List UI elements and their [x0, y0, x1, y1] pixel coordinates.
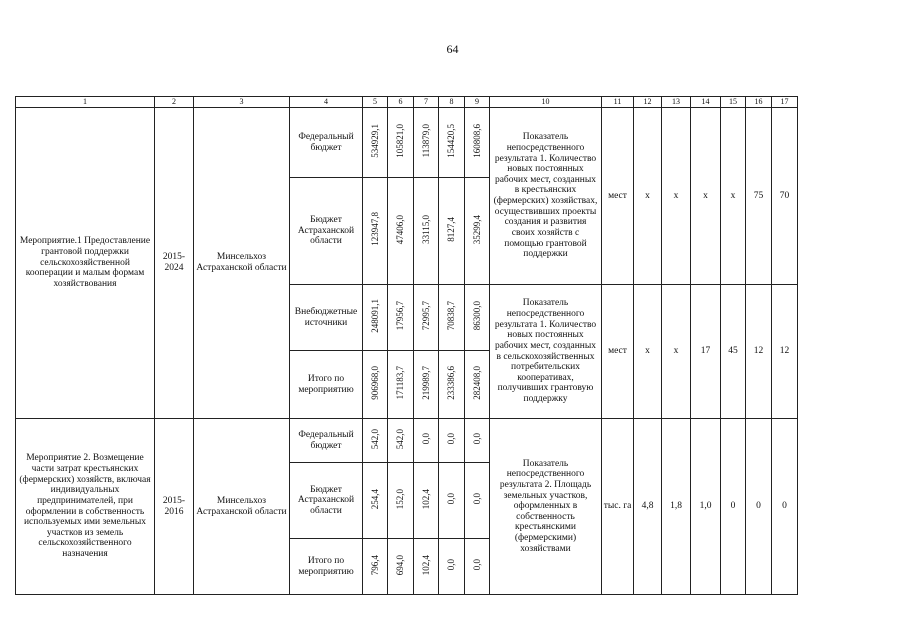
- funding-value-text: 105821,0: [395, 123, 405, 158]
- funding-value: [465, 419, 490, 463]
- funding-value: [465, 285, 490, 351]
- indicator-value: 75: [746, 108, 772, 285]
- funding-value: [388, 463, 414, 539]
- funding-value: [439, 285, 465, 351]
- funding-value-text: 8127,4: [446, 216, 456, 242]
- funding-value-text: 86300,0: [471, 301, 482, 331]
- funding-value-text: 534929,1: [369, 123, 380, 158]
- header-cell-5: 5: [363, 97, 388, 108]
- header-cell-4: 4: [290, 97, 363, 108]
- funding-value-text: 248091,1: [369, 298, 380, 333]
- funding-value: [465, 178, 490, 285]
- measure-name: Мероприятие.1 Предоставление грантовой поддержки сельскохозяйственной кооперации и малым формам хозяйствования: [16, 108, 155, 419]
- funding-value: [388, 351, 414, 419]
- funding-value: [363, 351, 388, 419]
- table-row: [16, 108, 798, 178]
- measure-period: 2015- 2016: [155, 419, 194, 595]
- funding-value: [363, 285, 388, 351]
- funding-value: [465, 539, 490, 595]
- funding-value: [414, 351, 439, 419]
- funding-source: Внебюджетные источники: [290, 285, 363, 351]
- funding-value: [363, 539, 388, 595]
- funding-value-text: 542,0: [369, 428, 380, 449]
- funding-value-text: 102,4: [420, 488, 431, 509]
- funding-value-text: 171183,7: [395, 365, 405, 400]
- funding-value-text: 694,0: [395, 554, 405, 575]
- funding-value-text: 0,0: [471, 433, 482, 445]
- funding-value-text: 152,0: [395, 488, 405, 509]
- indicator-text: Показатель непосредственного результата 2. Площадь земельных участков, оформленных в собственность крестьянскими (фермерскими) хозяйствами: [490, 419, 602, 595]
- funding-value: [363, 463, 388, 539]
- funding-value-text: 102,4: [420, 554, 431, 575]
- funding-value: [414, 419, 439, 463]
- indicator-value: 1,8: [662, 419, 691, 595]
- funding-value-text: 0,0: [420, 433, 431, 445]
- funding-value-text: 33115,0: [420, 214, 431, 244]
- funding-value: [414, 463, 439, 539]
- funding-value: [439, 463, 465, 539]
- indicator-unit: мест: [602, 108, 634, 285]
- funding-value-text: 113879,0: [420, 123, 431, 158]
- funding-value-text: 123947,8: [369, 212, 380, 247]
- header-cell-11: 11: [602, 97, 634, 108]
- indicator-value: 17: [691, 285, 721, 419]
- funding-value-text: 254,4: [369, 488, 380, 509]
- funding-value: [388, 419, 414, 463]
- indicator-value: 0: [772, 419, 798, 595]
- indicator-value: 45: [721, 285, 746, 419]
- indicator-unit: мест: [602, 285, 634, 419]
- funding-value-text: 17956,7: [395, 301, 405, 331]
- funding-value-text: 796,4: [369, 554, 380, 575]
- funding-value: [414, 178, 439, 285]
- funding-value-text: 0,0: [471, 559, 482, 571]
- header-cell-3: 3: [194, 97, 290, 108]
- header-cell-17: 17: [772, 97, 798, 108]
- table-row: [16, 97, 798, 108]
- funding-value-text: 542,0: [395, 428, 405, 449]
- funding-source: Итого по мероприятию: [290, 539, 363, 595]
- page-number: 64: [446, 42, 459, 56]
- funding-value: [414, 108, 439, 178]
- measure-name: Мероприятие 2. Возмещение части затрат крестьянских (фермерских) хозяйств, включая индивидуальных предпринимателей, при оформлении в собственность используемых ими земельных участков из земель сельскохозяйственного назначения: [16, 419, 155, 595]
- funding-value: [363, 108, 388, 178]
- funding-source: Федеральный бюджет: [290, 419, 363, 463]
- funding-value-text: 0,0: [471, 493, 482, 505]
- header-cell-1: 1: [16, 97, 155, 108]
- indicator-text: Показатель непосредственного результата 1. Количество новых постоянных рабочих мест, созданных в сельскохозяйственных потребительских кооперативах, получивших грантовую поддержку: [490, 285, 602, 419]
- header-cell-16: 16: [746, 97, 772, 108]
- indicator-value: 0: [721, 419, 746, 595]
- indicator-value: 1,0: [691, 419, 721, 595]
- funding-value: [439, 351, 465, 419]
- indicator-value: 12: [746, 285, 772, 419]
- measure-executor: Минсельхоз Астраханской области: [194, 108, 290, 419]
- header-cell-12: 12: [634, 97, 662, 108]
- funding-value: [414, 539, 439, 595]
- indicator-value: х: [634, 285, 662, 419]
- header-cell-6: 6: [388, 97, 414, 108]
- funding-value-text: 154420,5: [446, 123, 456, 158]
- indicator-text: Показатель непосредственного результата 1. Количество новых постоянных рабочих мест, созданных в крестьянских (фермерских) хозяйствах, осуществивших проекты создания и развития своих хозяйств с помощью грантовой поддержки: [490, 108, 602, 285]
- funding-value: [414, 285, 439, 351]
- funding-value-text: 906968,0: [369, 365, 380, 400]
- indicator-value: 4,8: [634, 419, 662, 595]
- funding-value: [388, 108, 414, 178]
- funding-value: [363, 178, 388, 285]
- funding-value: [388, 285, 414, 351]
- header-cell-10: 10: [490, 97, 602, 108]
- header-cell-13: 13: [662, 97, 691, 108]
- funding-value-text: 282408,0: [471, 365, 482, 400]
- funding-value-text: 72995,7: [420, 301, 431, 331]
- funding-value: [439, 178, 465, 285]
- indicator-value: х: [662, 108, 691, 285]
- funding-value-text: 47406,0: [395, 214, 405, 244]
- measure-period: 2015- 2024: [155, 108, 194, 419]
- indicator-value: х: [691, 108, 721, 285]
- funding-source: Бюджет Астраханской области: [290, 178, 363, 285]
- funding-value: [388, 539, 414, 595]
- table-row: [16, 419, 798, 463]
- program-table: [15, 96, 798, 595]
- indicator-value: 12: [772, 285, 798, 419]
- funding-value: [388, 178, 414, 285]
- funding-source: Итого по мероприятию: [290, 351, 363, 419]
- header-cell-8: 8: [439, 97, 465, 108]
- indicator-value: х: [634, 108, 662, 285]
- header-cell-14: 14: [691, 97, 721, 108]
- header-cell-2: 2: [155, 97, 194, 108]
- funding-value-text: 219989,7: [420, 365, 431, 400]
- funding-value-text: 233386,6: [446, 365, 456, 400]
- funding-value-text: 0,0: [446, 559, 456, 571]
- funding-value: [465, 351, 490, 419]
- indicator-value: х: [662, 285, 691, 419]
- funding-value-text: 160808,6: [471, 123, 482, 158]
- funding-value: [465, 108, 490, 178]
- indicator-unit: тыс. га: [602, 419, 634, 595]
- funding-value: [439, 539, 465, 595]
- funding-value: [439, 108, 465, 178]
- measure-executor: Минсельхоз Астраханской области: [194, 419, 290, 595]
- header-cell-7: 7: [414, 97, 439, 108]
- funding-value: [439, 419, 465, 463]
- funding-value-text: 70838,7: [446, 301, 456, 331]
- indicator-value: х: [721, 108, 746, 285]
- indicator-value: 70: [772, 108, 798, 285]
- header-cell-9: 9: [465, 97, 490, 108]
- header-cell-15: 15: [721, 97, 746, 108]
- funding-source: Федеральный бюджет: [290, 108, 363, 178]
- funding-source: Бюджет Астраханской области: [290, 463, 363, 539]
- funding-value: [363, 419, 388, 463]
- indicator-value: 0: [746, 419, 772, 595]
- funding-value: [465, 463, 490, 539]
- funding-value-text: 35299,4: [471, 214, 482, 244]
- funding-value-text: 0,0: [446, 433, 456, 445]
- funding-value-text: 0,0: [446, 493, 456, 505]
